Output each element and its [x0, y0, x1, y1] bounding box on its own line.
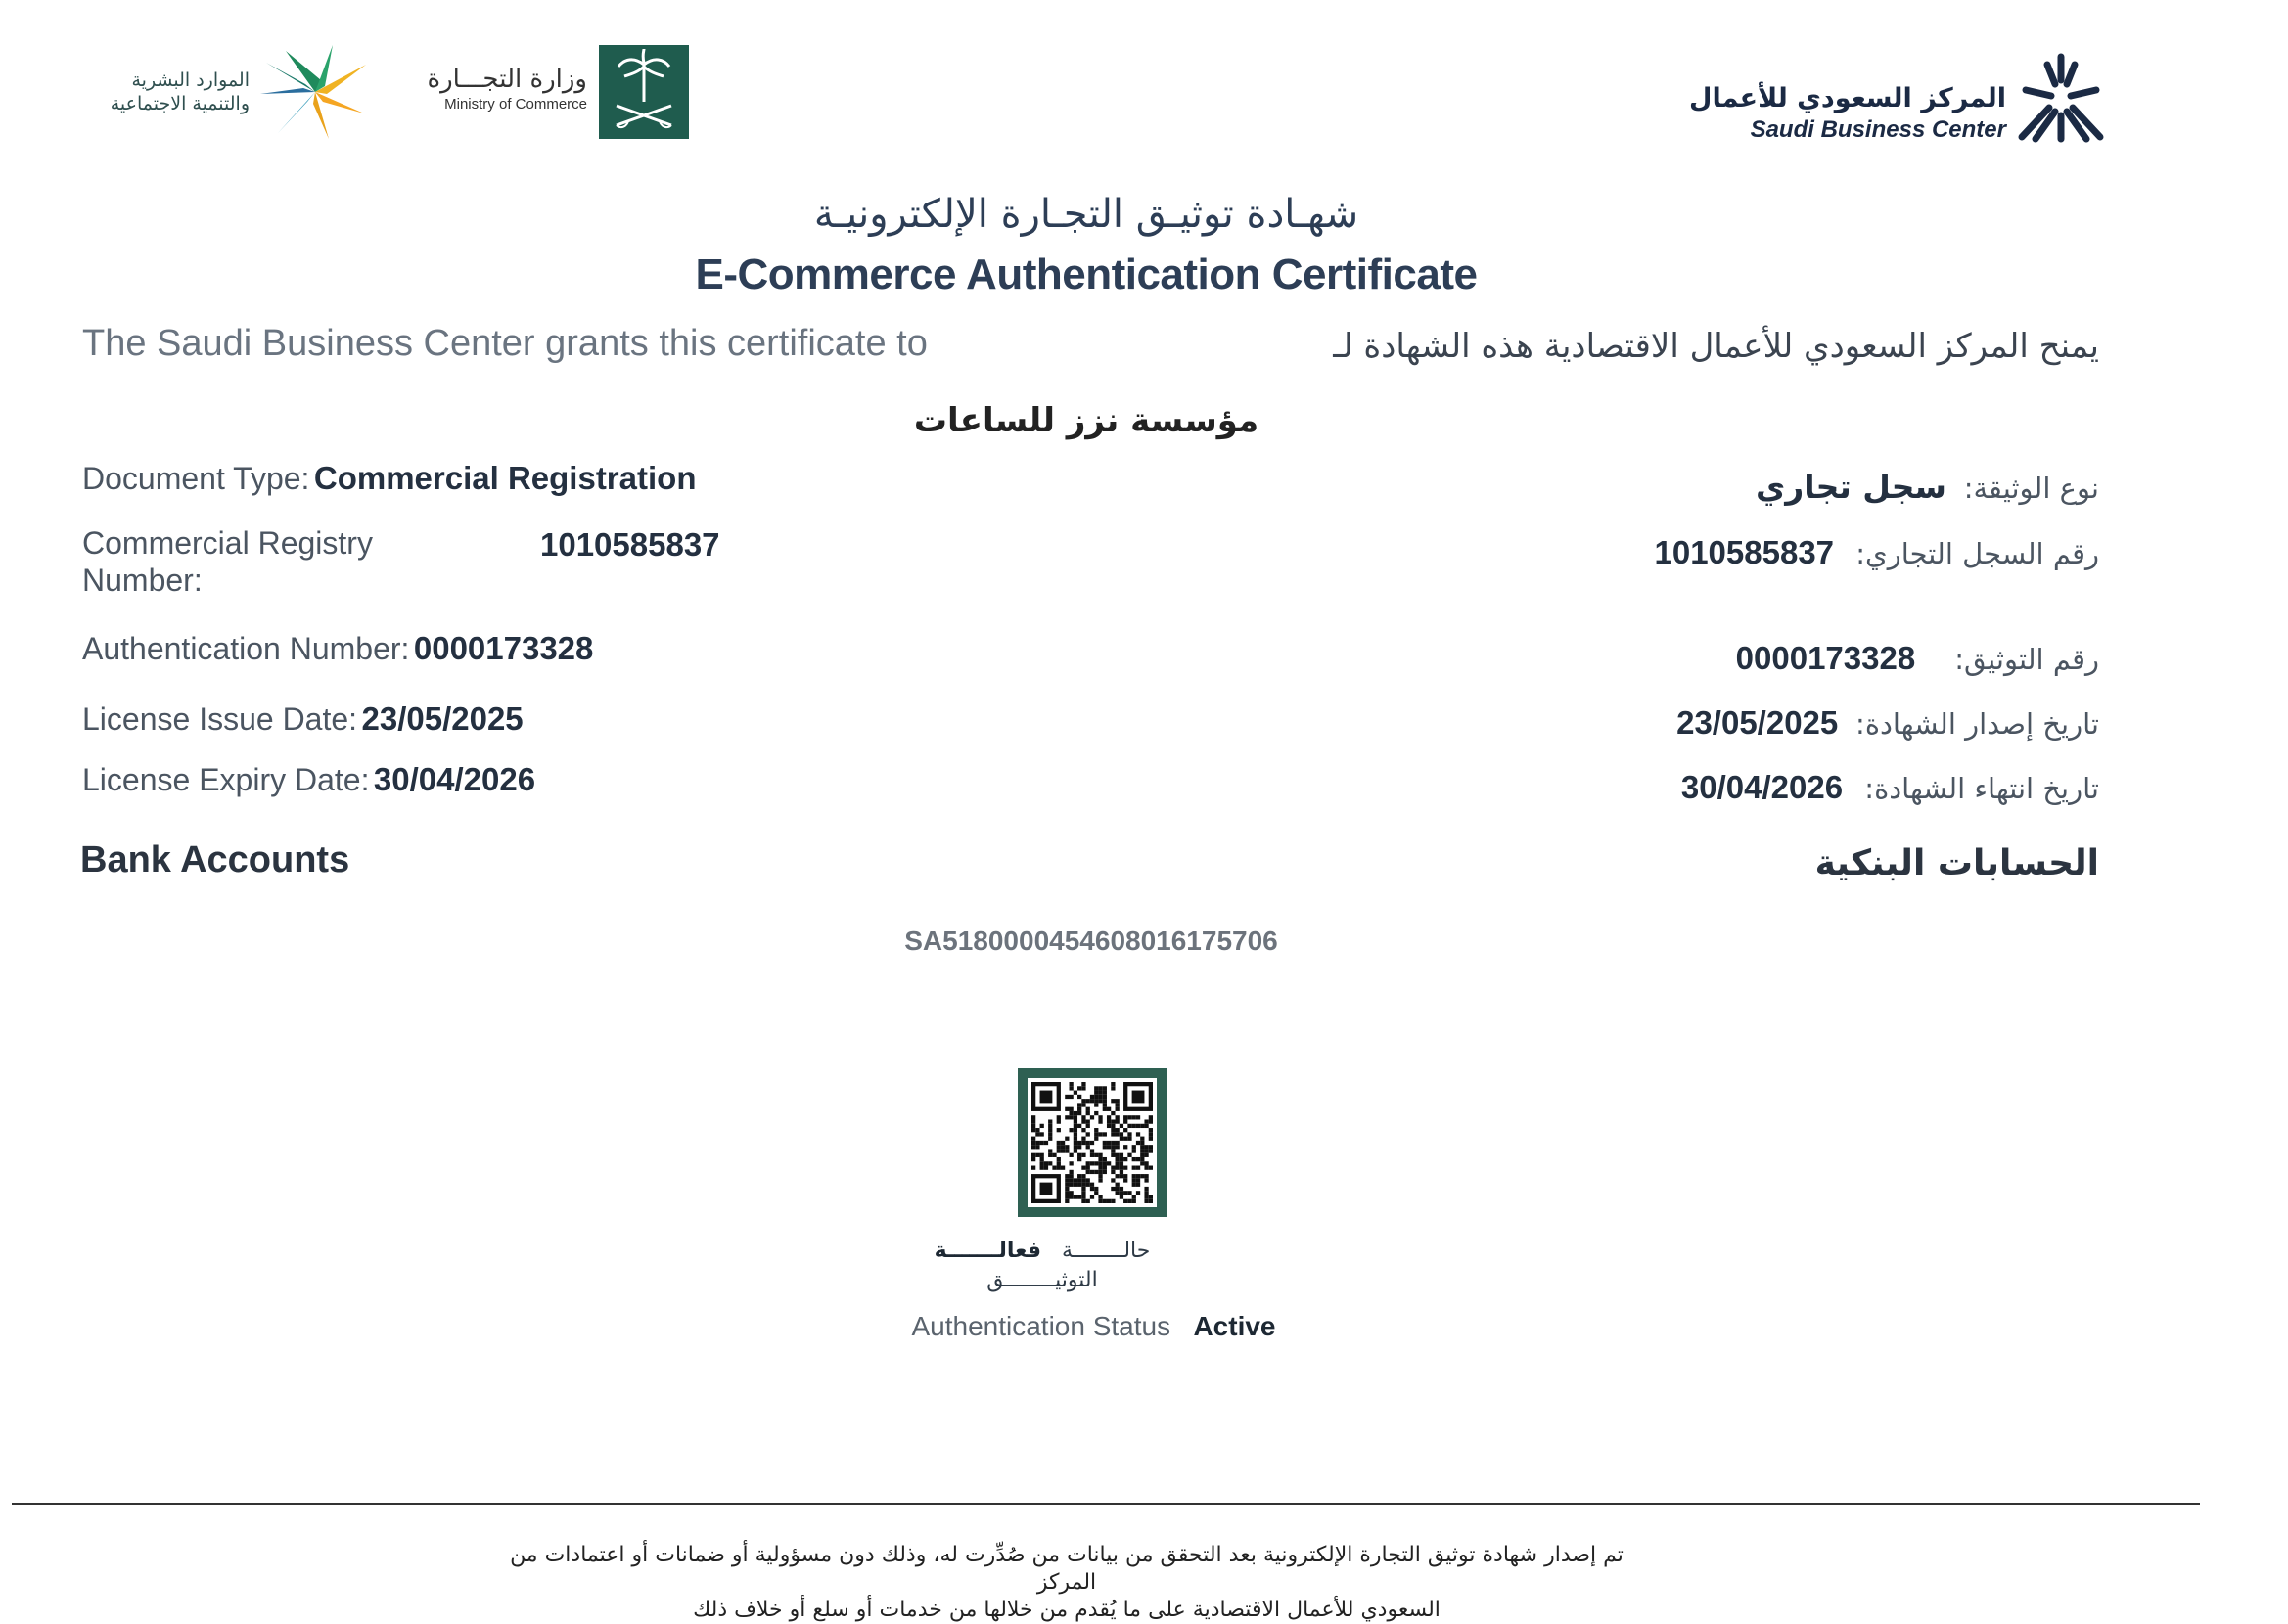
expiry-date-value-ar: 30/04/2026 — [1680, 769, 1844, 805]
hrsd-name-line2: والتنمية الاجتماعية — [110, 93, 250, 114]
qr-code[interactable] — [1018, 1068, 1167, 1217]
document-type-en — [82, 460, 696, 497]
status-label-ar: حالــــــــة — [1061, 1239, 1151, 1263]
expiry-date-value-en: 30/04/2026 — [373, 761, 536, 797]
issue-date-value-en: 23/05/2025 — [361, 700, 524, 737]
hrsd-logo-icon — [256, 43, 374, 141]
commercial-registry-label-line1: Commercial Registry — [82, 525, 373, 561]
issue-date-ar — [1468, 704, 2099, 742]
authentication-number-label-ar: رقم التوثيق: — [1954, 643, 2099, 676]
expiry-date-label-ar: تاريخ انتهاء الشهادة: — [1864, 772, 2099, 805]
certificate-title-ar: شهـادة توثيـق التجـارة الإلكترونيـة — [813, 192, 1359, 237]
issue-date-value-ar: 23/05/2025 — [1676, 704, 1839, 741]
document-type-value-en: Commercial Registration — [313, 460, 697, 496]
expiry-date-en — [82, 761, 535, 798]
grant-statement-en: The Saudi Business Center grants this certificate to — [82, 323, 928, 364]
hrsd-logo-text — [69, 68, 250, 115]
document-type-value-ar: سجل تجاري — [1755, 468, 1946, 506]
status-label-en: Authentication Status — [911, 1311, 1171, 1341]
commercial-registry-label-line2: Number: — [82, 563, 203, 598]
certificate-title-en: E-Commerce Authentication Certificate — [695, 250, 1478, 298]
commercial-registry-label-ar: رقم السجل التجاري: — [1855, 537, 2099, 570]
issue-date-en — [82, 700, 524, 738]
authentication-number-en — [82, 630, 593, 667]
footer-line1: تم إصدار شهادة توثيق التجارة الإلكترونية بعد التحقق من بيانات من صُدِّرت له، وذلك دون مسؤولية أو ضمانات أو اعتمادات من المركز — [510, 1543, 1624, 1595]
commercial-registry-value-en: 1010585837 — [540, 526, 720, 563]
commercial-registry-ar — [1468, 534, 2099, 571]
sbc-name-en: Saudi Business Center — [1750, 116, 2006, 143]
bank-iban: SA5180000454608016175706 — [904, 925, 1278, 956]
company-name: مؤسسة نزز للساعات — [913, 401, 1259, 440]
status-label2-ar: التوثيــــــــق — [986, 1268, 1098, 1292]
commercial-registry-value-ar: 1010585837 — [1654, 534, 1835, 570]
hrsd-name-line1: الموارد البشرية — [131, 69, 250, 91]
footer-disclaimer — [489, 1542, 1644, 1624]
authentication-status-ar — [881, 1237, 1204, 1295]
qr-code-icon — [1031, 1082, 1153, 1203]
authentication-number-value-en: 0000173328 — [413, 630, 594, 666]
grant-statement-ar: يمنح المركز السعودي للأعمال الاقتصادية هذه الشهادة لـ — [1333, 327, 2099, 366]
authentication-status-ar-line1 — [881, 1237, 1204, 1266]
expiry-date-label-en: License Expiry Date: — [82, 762, 370, 797]
moc-name-ar: وزارة التجـــارة — [427, 65, 587, 94]
document-type-label-en: Document Type: — [82, 461, 310, 496]
authentication-number-label-en: Authentication Number: — [82, 631, 410, 666]
moc-name-en: Ministry of Commerce — [444, 96, 587, 113]
moc-logo-text — [421, 63, 587, 113]
sbc-name-ar: المركز السعودي للأعمال — [1689, 83, 2006, 113]
footer-line2: السعودي للأعمال الاقتصادية على ما يُقدم من خلالها من خدمات أو سلع أو خلاف ذلك — [693, 1598, 1441, 1622]
authentication-number-value-ar: 0000173328 — [1735, 640, 1916, 676]
sbc-logo-text — [1683, 82, 2006, 145]
document-type-label-ar: نوع الوثيقة: — [1963, 472, 2099, 505]
sbc-logo-icon — [2016, 51, 2106, 145]
qr-code-inner — [1028, 1078, 1157, 1207]
bank-accounts-heading-ar: الحسابات البنكية — [1814, 843, 2099, 883]
status-value-en: Active — [1193, 1311, 1276, 1341]
issue-date-label-en: License Issue Date: — [82, 701, 358, 737]
authentication-status-en — [0, 1311, 2187, 1342]
issue-date-label-ar: تاريخ إصدار الشهادة: — [1855, 707, 2099, 741]
saudi-emblem-icon — [599, 45, 689, 139]
expiry-date-ar — [1468, 769, 2099, 806]
status-value-ar: فعالـــــــة — [934, 1239, 1041, 1263]
bank-accounts-heading-en: Bank Accounts — [80, 839, 350, 880]
footer-divider — [12, 1503, 2200, 1505]
commercial-registry-label-en — [82, 524, 373, 599]
authentication-number-ar — [1468, 640, 2099, 677]
document-type-ar — [1468, 468, 2099, 506]
